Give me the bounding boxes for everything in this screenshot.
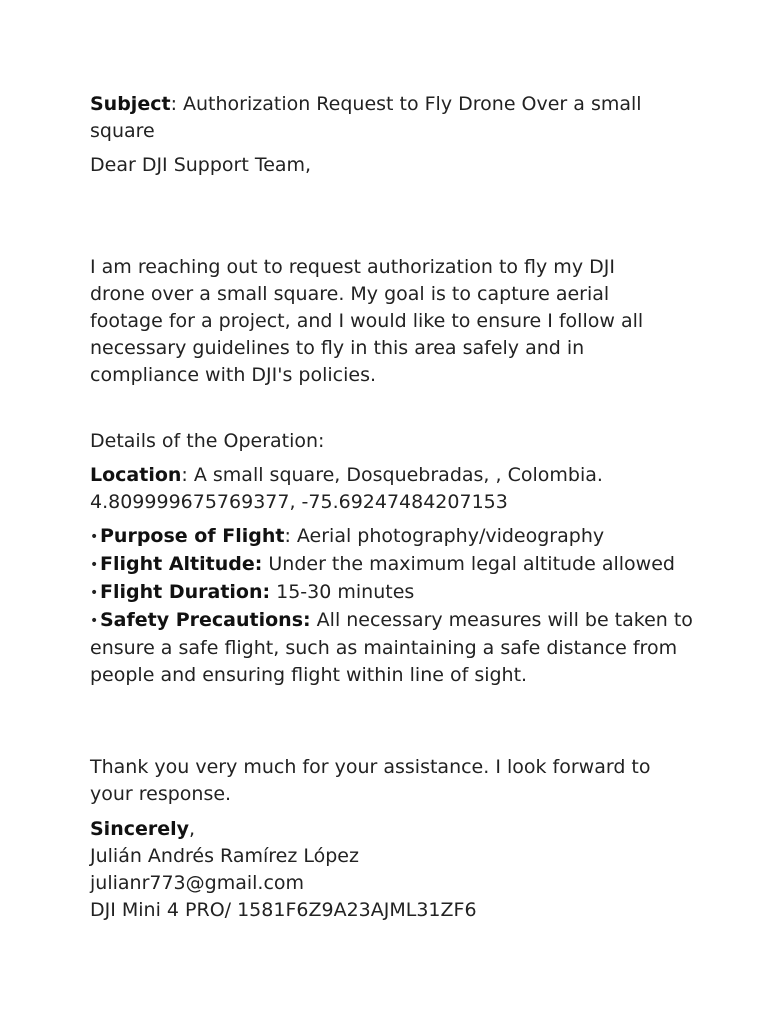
- intro-line: compliance with DJI's policies.: [90, 364, 377, 386]
- bullet-continuation: ensure a safe flight, such as maintaining a safe distance from: [90, 637, 678, 659]
- bullet-value: Under the maximum legal altitude allowed: [262, 553, 675, 575]
- bullet-item: [90, 579, 690, 607]
- closing-punct: ,: [189, 818, 196, 840]
- intro-paragraph: [90, 254, 690, 389]
- signature-device: DJI Mini 4 PRO/ 1581F6Z9A23AJML31ZF6: [90, 899, 477, 921]
- details-heading-block: [90, 428, 690, 455]
- bullet-icon: •: [90, 613, 99, 629]
- signature-email: julianr773@gmail.com: [90, 872, 305, 894]
- bullet-item: [90, 551, 690, 579]
- bullet-label: Purpose of Flight: [100, 525, 285, 547]
- closing-line: [90, 816, 690, 843]
- bullet-value: : Aerial photography/videography: [284, 525, 605, 547]
- bullet-icon: •: [90, 529, 99, 545]
- subject-text: : Authorization Request to Fly Drone Over a small: [170, 93, 642, 115]
- intro-line: I am reaching out to request authorization to fly my DJI: [90, 256, 615, 278]
- bullet-label: Flight Altitude:: [100, 553, 263, 575]
- signature-name: Julián Andrés Ramírez López: [90, 845, 359, 867]
- location-coordinates: 4.809999675769377, -75.69247484207153: [90, 491, 508, 513]
- bullet-item: [90, 607, 693, 635]
- subject-text-continued: square: [90, 120, 155, 142]
- thanks-line: your response.: [90, 783, 232, 805]
- closing-label: Sincerely: [90, 818, 190, 840]
- greeting: Dear DJI Support Team,: [90, 154, 312, 176]
- location-label: Location: [90, 464, 182, 486]
- intro-line: drone over a small square. My goal is to capture aerial: [90, 283, 610, 305]
- intro-line: necessary guidelines to fly in this area safely and in: [90, 337, 585, 359]
- subject-label: Subject: [90, 93, 171, 115]
- bullet-icon: •: [90, 557, 99, 573]
- thanks-line: Thank you very much for your assistance. I look forward to: [90, 756, 651, 778]
- subject-line: [90, 91, 690, 118]
- bullet-value: All necessary measures will be taken to: [310, 609, 693, 631]
- subject-block: [90, 91, 690, 145]
- bullet-item: [90, 523, 690, 551]
- intro-line: footage for a project, and I would like to ensure I follow all: [90, 310, 644, 332]
- operation-bullets: [90, 523, 693, 689]
- bullet-label: Flight Duration:: [100, 581, 271, 603]
- bullet-icon: •: [90, 585, 99, 601]
- location-block: [90, 462, 690, 516]
- location-value: : A small square, Dosquebradas, , Colombia.: [181, 464, 603, 486]
- signature-block: [90, 816, 690, 924]
- greeting-block: [90, 152, 690, 179]
- details-heading: Details of the Operation:: [90, 430, 325, 452]
- bullet-value: 15-30 minutes: [270, 581, 415, 603]
- thanks-paragraph: [90, 754, 690, 808]
- bullet-continuation: people and ensuring flight within line of sight.: [90, 664, 528, 686]
- location-line: [90, 462, 690, 489]
- bullet-label: Safety Precautions:: [100, 609, 311, 631]
